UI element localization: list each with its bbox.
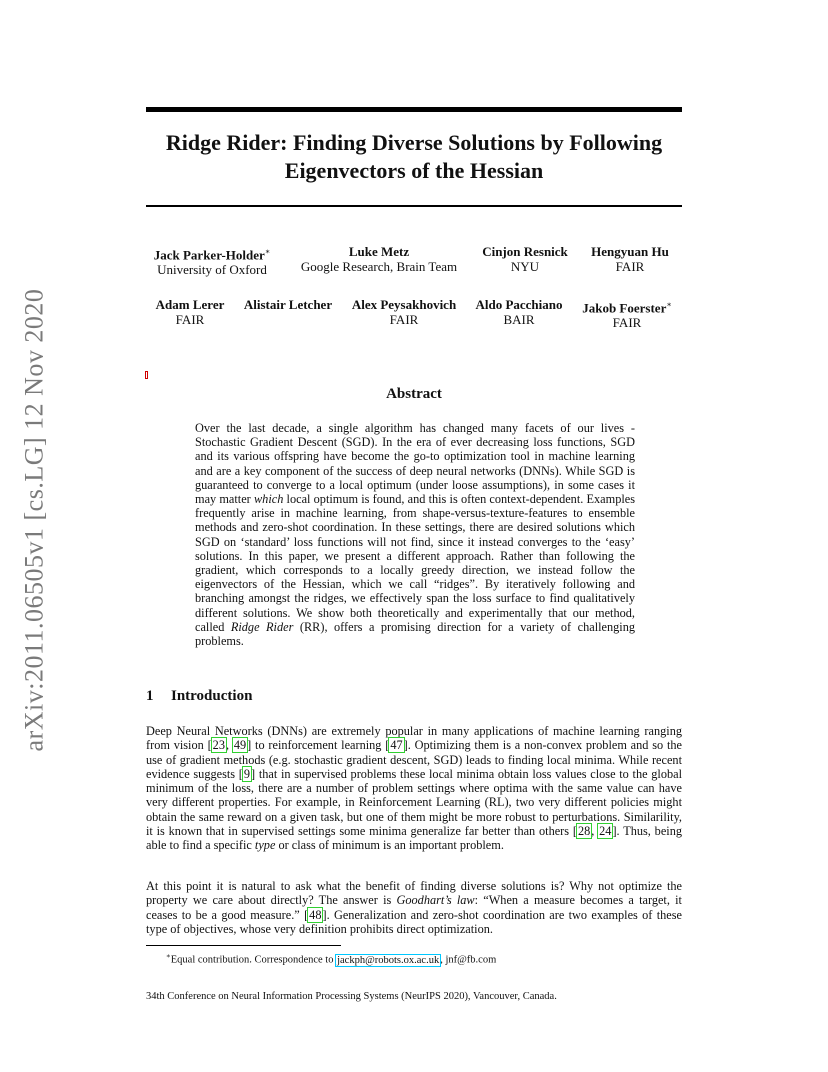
email-link[interactable]: jackph@robots.ox.ac.uk (337, 954, 440, 966)
author-block (474, 244, 576, 274)
footnote-rule (146, 945, 341, 946)
author-block (345, 297, 463, 327)
arxiv-identifier-stamp (12, 280, 56, 760)
author-affiliation: FAIR (612, 315, 642, 331)
author-affiliation: NYU (510, 259, 540, 274)
author-name: Hengyuan Hu (591, 244, 669, 259)
author-name: Aldo Pacchiano (475, 297, 563, 312)
abstract-text: Over the last decade, a single algorithm has changed many facets of our lives - Stochastic Gradient Descent (SGD). In the era of ever decreasing loss functions, SGD and its various offspring have become the go-to optimization tool in machine learning and are a key component of the success of deep neural networks (DNNs). While SGD is guaranteed to converge to a local optimum (under loose assumptions), in some cases it may matter which local optimum is found, and this is often context-dependent. Examples frequently arise in machine learning, from shape-versus-texture-features to ensemble methods and zero-shot coordination. In these settings, there are desired solutions which SGD on ‘standard’ loss functions will not find, since it instead converges to the ‘easy’ solutions. In this paper, we present a different approach. Rather than following the gradient, which corresponds to a locally greedy direction, we instead follow the eigenvectors of the Hessian, which we call “ridges”. By iteratively following and branching amongst the ridges, we effectively span the loss surface to find qualitatively different solutions. We show both theoretically and experimentally that our method, called Ridge Rider (RR), offers a promising direction for a variety of challenging problems. (195, 421, 635, 649)
author-name: Alex Peysakhovich (351, 297, 457, 312)
intro-paragraph-2: At this point it is natural to ask what the benefit of finding diverse solutions is? Why not optimize the property we care about directly? The answer is Goodhart’s law: “When a measure becomes a target, it ceases to be a good measure.” [48]. Generalization and zero-shot coordination are two examples of these type of objectives, whose very definition prohibits direct optimization. (146, 879, 682, 936)
author-name: Cinjon Resnick (482, 244, 568, 259)
author-block (576, 297, 678, 330)
author-affiliation: FAIR (389, 312, 419, 327)
author-block (584, 244, 676, 274)
paper-title (146, 129, 682, 185)
citation-link[interactable]: 48 (309, 907, 322, 922)
author-block (148, 297, 232, 327)
citation-link[interactable]: 23 (212, 738, 225, 753)
title-bottom-rule (146, 205, 682, 207)
author-affiliation: Google Research, Brain Team (300, 259, 458, 274)
citation-link[interactable]: 24 (599, 824, 612, 839)
author-block (150, 244, 274, 277)
author-name: Jack Parker-Holder∗ (153, 247, 271, 263)
author-block (238, 297, 338, 312)
citation-link[interactable]: 47 (390, 738, 403, 753)
author-name: Adam Lerer (155, 297, 225, 312)
footnote: ∗Equal contribution. Correspondence to jackph@robots.ox.ac.uk, jnf@fb.com (166, 952, 497, 966)
author-affiliation: University of Oxford (157, 262, 267, 278)
author-affiliation: FAIR (615, 259, 645, 274)
citation-link[interactable]: 49 (233, 738, 247, 753)
author-affiliation: FAIR (175, 312, 205, 327)
author-name: Jakob Foerster∗ (582, 300, 672, 316)
arxiv-identifier-text: arXiv:2011.06505v1 [cs.LG] 12 Nov 2020 (19, 288, 48, 752)
conference-note: 34th Conference on Neural Information Processing Systems (NeurIPS 2020), Vancouver, Canada. (146, 991, 557, 1002)
title-line-2: Eigenvectors of the Hessian (284, 158, 544, 183)
author-name: Luke Metz (348, 244, 410, 259)
author-name: Alistair Letcher (243, 297, 333, 312)
link-marker[interactable] (145, 371, 148, 379)
abstract-heading: Abstract (386, 386, 442, 402)
title-line-1: Ridge Rider: Finding Diverse Solutions by Following (165, 130, 663, 155)
intro-paragraph-1: Deep Neural Networks (DNNs) are extremely popular in many applications of machine learning ranging from vision [23, 49] to reinforcement learning [47]. Optimizing them is a non-convex problem and so the use of gradient methods (e.g. stochastic gradient descent, SGD) leads to finding local minima. While recent evidence suggests [9] that in supervised problems these local minima obtain loss values close to the global minimum of the loss, there are a number of problem settings where optima with the same value can have very different properties. For example, in Reinforcement Learning (RL), two very different policies might obtain the same reward on a given task, but one of them might be more robust to perturbations. Similarility, it is known that in supervised settings some minima generalize far better than others [28, 24]. Thus, being able to find a specific type or class of minimum is an important problem. (146, 724, 682, 853)
author-block (469, 297, 569, 327)
author-block (294, 244, 464, 274)
author-affiliation: BAIR (503, 312, 535, 327)
title-top-rule (146, 107, 682, 112)
citation-link[interactable]: 28 (577, 824, 591, 839)
section-heading-introduction: 1 Introduction (146, 688, 253, 704)
citation-link[interactable]: 9 (243, 766, 251, 781)
